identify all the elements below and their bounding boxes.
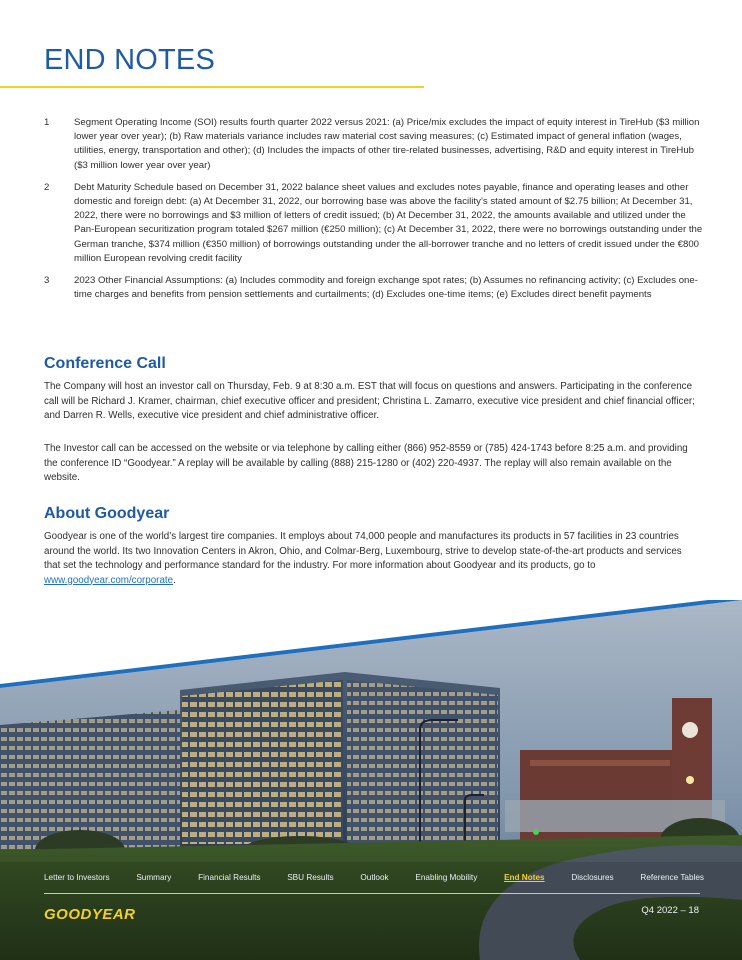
goodyear-logo: GOODYEAR — [44, 906, 136, 923]
title-divider — [0, 86, 424, 88]
page-number: Q4 2022 – 18 — [641, 905, 699, 916]
about-goodyear-paragraph — [44, 530, 700, 588]
nav-summary[interactable]: Summary — [136, 873, 172, 882]
footer-navigation — [44, 873, 704, 882]
nav-sbu-results[interactable]: SBU Results — [287, 873, 334, 882]
end-notes-list — [44, 116, 704, 310]
nav-enabling-mobility[interactable]: Enabling Mobility — [415, 873, 478, 882]
nav-end-notes[interactable]: End Notes — [504, 873, 545, 882]
page-title: END NOTES — [44, 44, 215, 76]
conference-call-paragraph: The Company will host an investor call on Thursday, Feb. 9 at 8:30 a.m. EST that will focus on questions and answers. Participating in the conference call will be Richard J. Kramer, chairman, chief executive officer and president; Christina L. Zamarro, executive vice president and chief financial officer; and Darren R. Wells, executive vice president and chief administrative officer. — [44, 381, 695, 422]
nav-disclosures[interactable]: Disclosures — [571, 873, 614, 882]
end-note-text: Segment Operating Income (SOI) results fourth quarter 2022 versus 2021: (a) Price/mix excludes the impact of equity interest in TireHub ($3 million lower year over year); (b) Raw materials variance includes raw material cost saving measures; (c) Estimated impact of general inflation (wages, utilities, energy, transportation and other); (d) Includes the impacts of other tire-related businesses, advertising, R&D and equity interest in TireHub ($3 million lower year over year) — [74, 117, 700, 171]
about-text: Goodyear is one of the world’s largest tire companies. It employs about 74,000 people and manufactures its products in 57 facilities in 23 countries around the world. Its two Innovation Centers in Akron, Ohio, and Colmar-Berg, Luxembourg, strive to develop state-of-the-art products and services that set the technology and performance standard for the industry. For more information about Goodyear and its products, go to — [44, 531, 682, 572]
end-note-number: 3 — [44, 275, 50, 287]
nav-outlook[interactable]: Outlook — [360, 873, 389, 882]
end-note — [44, 274, 704, 302]
end-note-text: 2023 Other Financial Assumptions: (a) Includes commodity and foreign exchange spot rates; (b) Assumes no refinancing activity; (c) Excludes one-time charges and benefits from pension settlements and curtailments; (d) Excludes one-time items; (e) Excludes direct benefit payments — [74, 275, 698, 301]
footer-divider — [44, 893, 700, 894]
investor-call-paragraph: The Investor call can be accessed on the website or via telephone by calling either (866) 952-8559 or (785) 424-1743 before 8:25 a.m. and providing the conference ID “Goodyear.” A replay will be available by calling (888) 215-1280 or (402) 220-4937. The replay will also remain available on the website. — [44, 443, 688, 484]
end-note — [44, 181, 704, 266]
about-goodyear-heading: About Goodyear — [44, 505, 170, 522]
clock-face — [682, 722, 698, 738]
corporate-link[interactable]: www.goodyear.com/corporate — [44, 574, 174, 586]
nav-reference-tables[interactable]: Reference Tables — [640, 873, 704, 882]
end-note — [44, 116, 704, 173]
main-building-side-windows — [347, 680, 498, 844]
nav-letter-to-investors[interactable]: Letter to Investors — [44, 873, 110, 882]
about-suffix: . — [173, 574, 176, 586]
conference-call-heading: Conference Call — [44, 355, 166, 372]
end-note-number: 2 — [44, 181, 50, 193]
end-note-text: Debt Maturity Schedule based on December 31, 2022 balance sheet values and excludes notes payable, finance and operating leases and other domestic and foreign debt: (a) At December 31, 2022, our borrowing base was above the facility’s stated amount of $2.75 billion; At December 31, 2022, there were no borrowings and $3 million of letters of credit issued; (b) At December 31, 2022, the amounts available and utilized under the Pan-European securitization program totaled $267 million (€250 million); (c) At December 31, 2022, there were no borrowings outstanding under the German tranche, $374 million (€350 million) of borrowings outstanding under the all-borrower tranche and no letters of credit issued under the €800 million European revolving credit facility — [74, 181, 703, 264]
main-building-windows — [182, 680, 343, 844]
end-note-number: 1 — [44, 117, 50, 128]
nav-financial-results[interactable]: Financial Results — [198, 873, 261, 882]
